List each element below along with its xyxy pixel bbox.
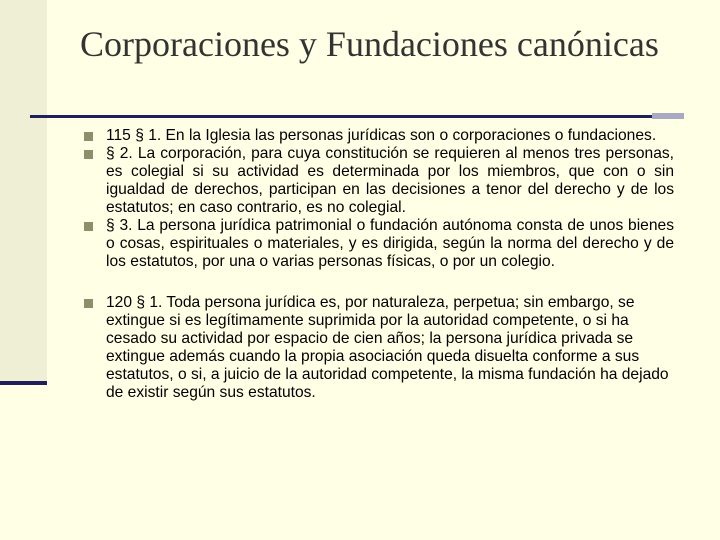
- bullet-text: 120 § 1. Toda persona jurídica es, por naturaleza, perpetua; sin embargo, se extingue si es legítimamente suprimida por la autoridad competente, o si ha cesado su actividad por espacio de cien años; la persona jurídica privada se extingue además cuando la propia asociación queda disuelta conforme a sus estatutos, o si, a juicio de la autoridad competente, la misma fundación ha dejado de existir según sus estatutos.: [106, 294, 669, 401]
- square-bullet-icon: [84, 299, 93, 308]
- square-bullet-icon: [84, 132, 93, 141]
- square-bullet-icon: [84, 150, 93, 159]
- square-bullet-icon: [84, 222, 93, 231]
- left-accent-rule: [0, 381, 47, 385]
- slide-title: Corporaciones y Fundaciones canónicas: [80, 24, 659, 64]
- left-accent-band: [0, 0, 47, 383]
- title-divider: [30, 115, 652, 118]
- title-divider-accent: [652, 113, 684, 119]
- paragraph-spacer: [84, 271, 674, 294]
- bullet-item-canon-115-2: [84, 145, 674, 217]
- bullet-text: 115 § 1. En la Iglesia las personas jurídicas son o corporaciones o fundaciones.: [106, 127, 657, 144]
- bullet-item-canon-115-1: [84, 127, 674, 145]
- bullet-item-canon-120-1: [84, 294, 674, 402]
- bullet-text: § 3. La persona jurídica patrimonial o fundación autónoma consta de unos bienes o cosas, espirituales o materiales, y es dirigida, según la norma del derecho y de los estatutos, por una o varias personas físicas, o por un colegio.: [106, 217, 674, 270]
- slide-body: [84, 127, 674, 402]
- bullet-item-canon-115-3: [84, 217, 674, 271]
- bullet-text: § 2. La corporación, para cuya constitución se requieren al menos tres personas, es colegial si su actividad es determinada por los miembros, que con o sin igualdad de derechos, participan en las decisiones a tenor del derecho y de los estatutos; en caso contrario, es no colegial.: [106, 145, 674, 216]
